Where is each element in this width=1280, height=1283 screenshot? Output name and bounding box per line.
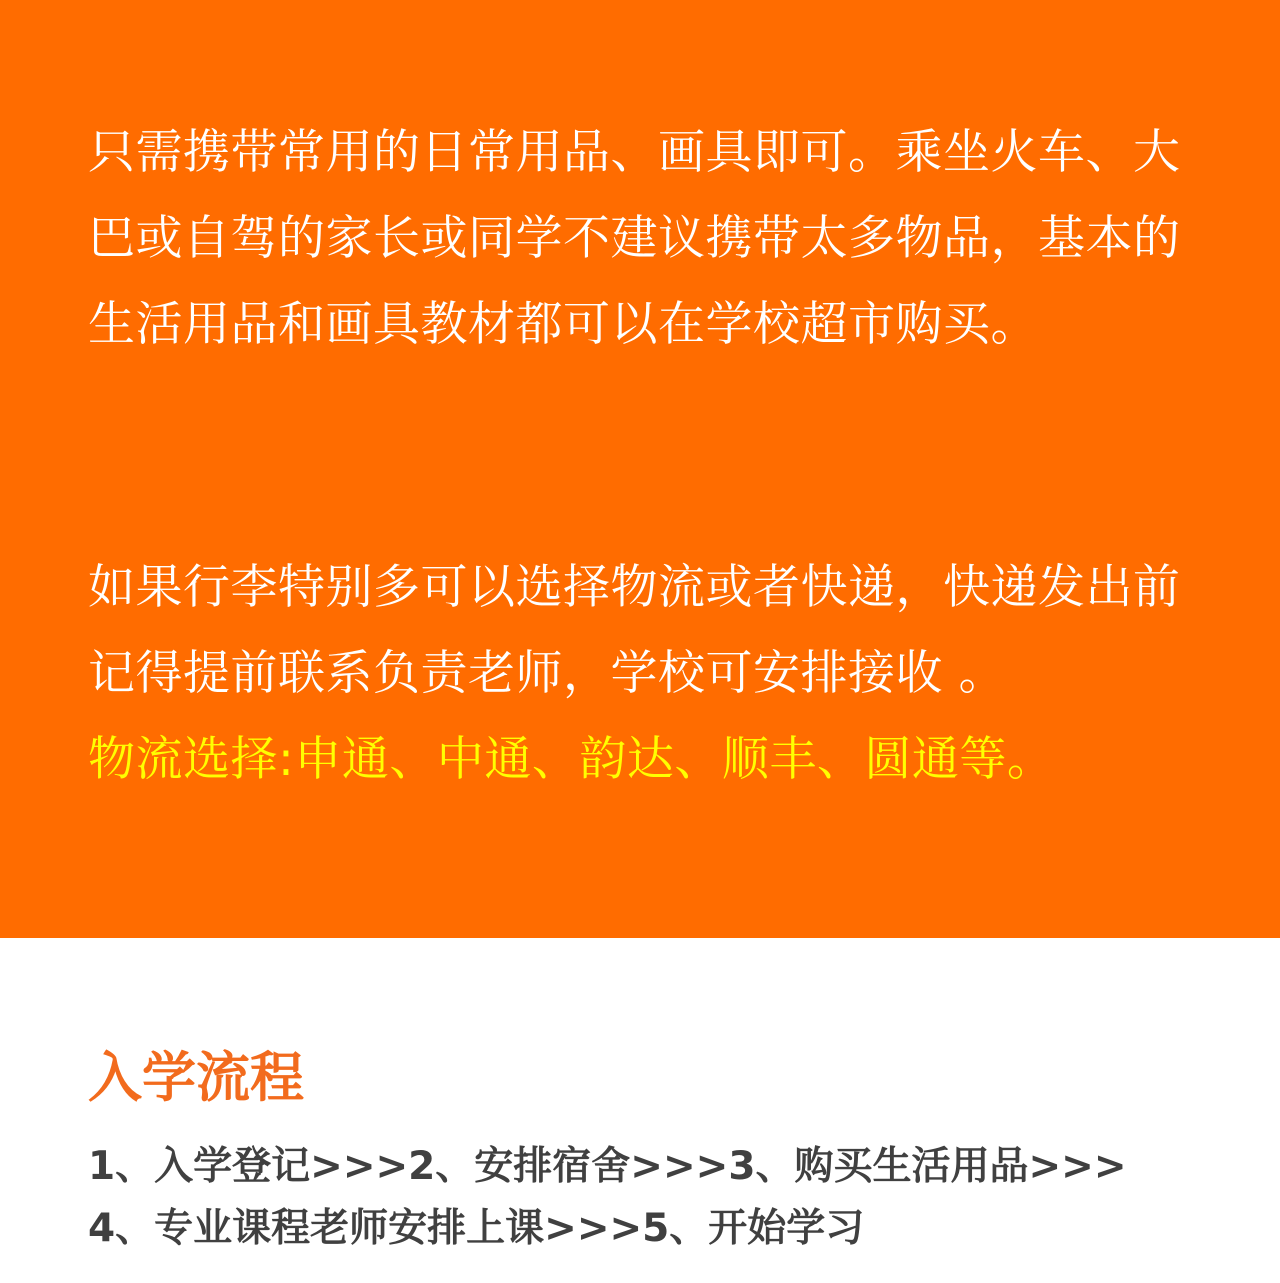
notice-paragraph-shipping bbox=[88, 545, 1218, 803]
shipping-text: 如果行李特别多可以选择物流或者快递，快递发出前记得提前联系负责老师，学校可安排接收 。 bbox=[88, 560, 1181, 701]
enrollment-steps-line-1: 1、入学登记>>>2、安排宿舍>>>3、购买生活用品>>> bbox=[88, 1144, 1127, 1189]
logistics-options: 物流选择:申通、中通、韵达、顺丰、圆通等。 bbox=[88, 732, 1055, 787]
enrollment-steps bbox=[88, 1136, 1238, 1260]
notice-paragraph-items: 只需携带常用的日常用品、画具即可。乘坐火车、大巴或自驾的家长或同学不建议携带太多物品，基本的生活用品和画具教材都可以在学校超市购买。 bbox=[88, 125, 1181, 352]
enrollment-title: 入学流程 bbox=[88, 1046, 304, 1109]
enrollment-steps-line-2: 4、专业课程老师安排上课>>>5、开始学习 bbox=[88, 1206, 865, 1251]
